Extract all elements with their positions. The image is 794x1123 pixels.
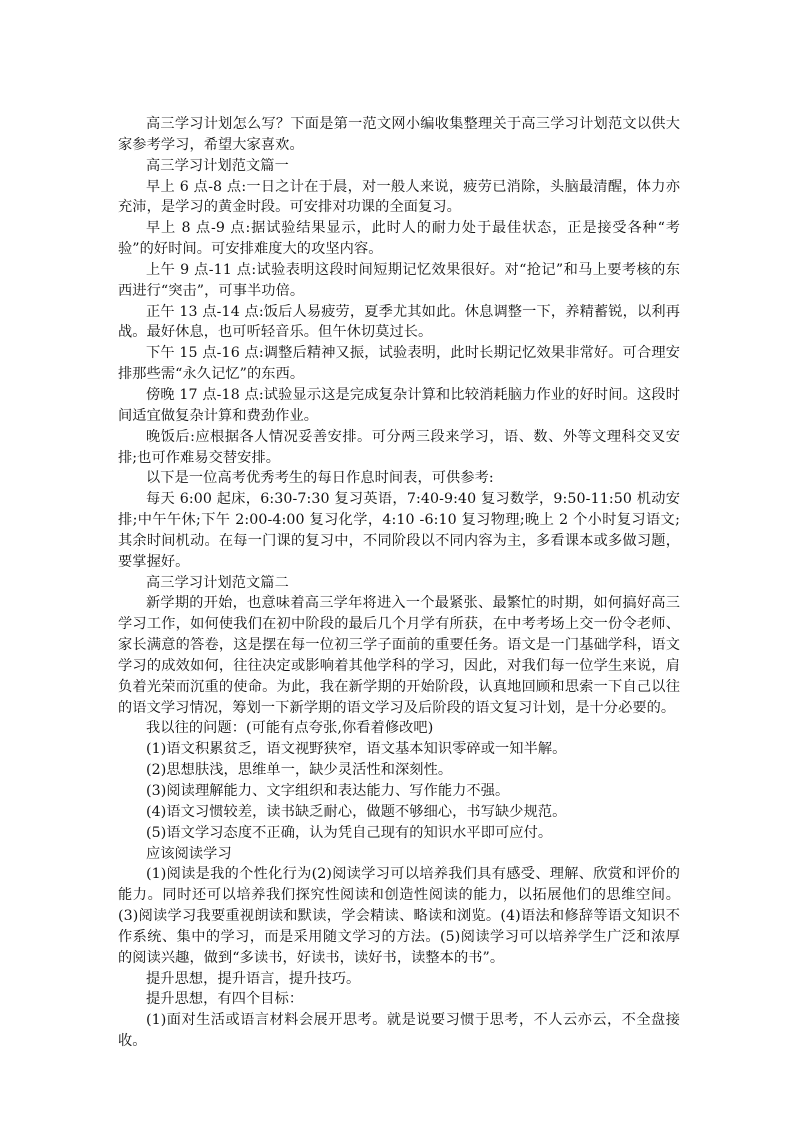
problem-item: (3)阅读理解能力、文字组织和表达能力、写作能力不强。 [146,783,510,799]
problem-item: (2)思想肤浅，思维单一，缺少灵活性和深刻性。 [146,762,453,779]
schedule-paragraph: 下午 15 点-16 点:调整后精神又振，试验表明，此时长期记忆效果非常好。可合理安排那些需“永久记忆”的东西。 [118,345,680,383]
schedule-paragraph: 早上 8 点-9 点:据试验结果显示，此时人的耐力处于最佳状态，正是接受各种“考验”的好时间。可安排难度大的攻坚内容。 [118,220,680,258]
section-heading-2: 高三学习计划范文篇二 [146,574,289,591]
goal-item: (1)面对生活或语言材料会展开思考。就是说要习惯于思考，不人云亦云，不全盘接收。 [118,1012,680,1050]
problem-item: (5)语文学习态度不正确，认为凭自己现有的知识水平即可应付。 [146,824,553,841]
timetable-paragraph: 每天 6:00 起床，6:30-7:30 复习英语，7:40-9:40 复习数学，9:50-11:50 机动安排;中午午休;下午 2:00-4:00 复习化学，4:10 -6:10 复习物理;晚上 2 个小时复习语文;其余时间机动。在每一门课的复习中，不同阶段以不同内容为主，多看课本或多做习题，要掌握好。 [118,491,680,570]
section-heading-1: 高三学习计划范文篇一 [146,157,289,174]
reading-heading: 应该阅读学习 [146,845,232,862]
reading-paragraph: (1)阅读是我的个性化行为(2)阅读学习可以培养我们具有感受、理解、欣赏和评价的能力。同时还可以培养我们探究性阅读和创造性阅读的能力，以拓展他们的思维空间。(3)阅读学习我要重视朗读和默读，学会精读、略读和浏览。(4)语法和修辞等语文知识不作系统、集中的学习，而是采用随文学习的方法。(5)阅读学习可以培养学生广泛和浓厚的阅读兴趣，做到“多读书，好读书，读好书，读整本的书”。 [118,866,680,966]
schedule-paragraph: 正午 13 点-14 点:饭后人易疲劳，夏季尤其如此。休息调整一下，养精蓄锐，以利再战。最好休息，也可听轻音乐。但午休切莫过长。 [118,303,680,341]
schedule-paragraph: 晚饭后:应根据各人情况妥善安排。可分两三段来学习，语、数、外等文理科交叉安排;也可作难易交替安排。 [118,428,680,466]
timetable-intro: 以下是一位高考优秀考生的每日作息时间表，可供参考: [146,470,494,487]
improve-line: 提升思想，提升语言，提升技巧。 [146,970,361,987]
schedule-paragraph: 上午 9 点-11 点:试验表明这段时间短期记忆效果很好。对“抢记”和马上要考核的东西进行“突击”，可事半功倍。 [118,261,680,299]
intro-paragraph: 高三学习计划怎么写？下面是第一范文网小编收集整理关于高三学习计划范文以供大家参考学习，希望大家喜欢。 [118,116,680,153]
document-body [118,114,680,1052]
problem-item: (1)语文积累贫乏，语文视野狭窄，语文基本知识零碎或一知半解。 [146,741,567,758]
problems-heading: 我以往的问题：(可能有点夸张,你看着修改吧) [146,720,434,737]
schedule-paragraph: 傍晚 17 点-18 点:试验显示这是完成复杂计算和比较消耗脑力作业的好时间。这段时间适宜做复杂计算和费劲作业。 [118,386,680,424]
problem-item: (4)语文习惯较差，读书缺乏耐心，做题不够细心，书写缺少规范。 [146,803,567,820]
schedule-paragraph: 早上 6 点-8 点:一日之计在于晨，对一般人来说，疲劳已消除，头脑最清醒，体力亦充沛，是学习的黄金时段。可安排对功课的全面复习。 [118,178,680,216]
goals-heading: 提升思想，有四个目标： [146,991,304,1008]
body-paragraph: 新学期的开始，也意味着高三学年将进入一个最紧张、最繁忙的时期，如何搞好高三学习工作，如何使我们在初中阶段的最后几个月学有所获，在中考考场上交一份令老师、家长满意的答卷，这是摆在每一位初三学子面前的重要任务。语文是一门基础学科，语文学习的成效如何，往往决定或影响着其他学科的学习，因此，对我们每一位学生来说，肩负着光荣而沉重的使命。为此，我在新学期的开始阶段，认真地回顾和思索一下自己以往的语文学习情况，筹划一下新学期的语文学习及后阶段的语文复习计划，是十分必要的。 [118,595,680,716]
